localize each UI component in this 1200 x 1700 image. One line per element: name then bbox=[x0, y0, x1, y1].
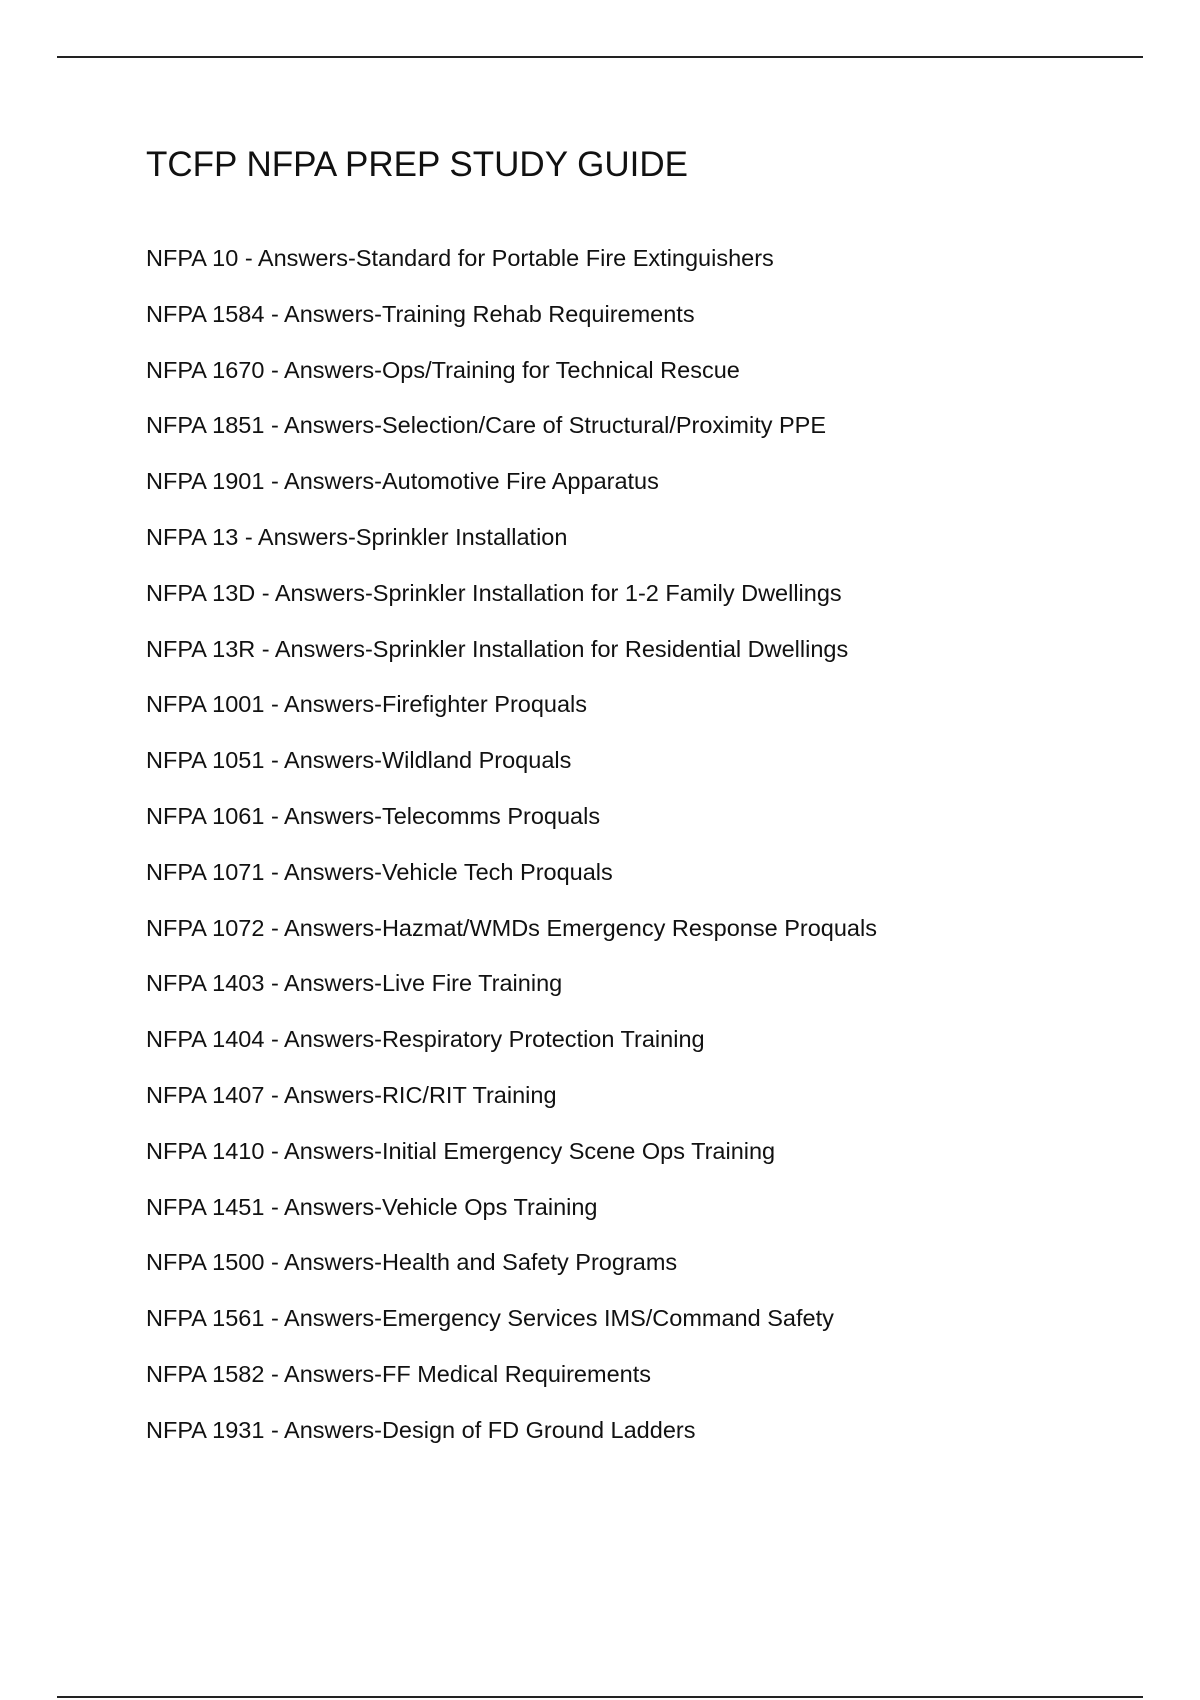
list-item: NFPA 1001 - Answers-Firefighter Proquals bbox=[146, 691, 588, 718]
list-item: NFPA 13 - Answers-Sprinkler Installation bbox=[146, 523, 568, 550]
list-item: NFPA 1582 - Answers-FF Medical Requirements bbox=[146, 1360, 651, 1387]
list-item: NFPA 1931 - Answers-Design of FD Ground Ladders bbox=[146, 1416, 696, 1443]
list-item: NFPA 1061 - Answers-Telecomms Proquals bbox=[146, 802, 601, 829]
list-item: NFPA 1071 - Answers-Vehicle Tech Proquals bbox=[146, 858, 613, 885]
list-item: NFPA 10 - Answers-Standard for Portable Fire Extinguishers bbox=[146, 245, 774, 271]
list-item: NFPA 1404 - Answers-Respiratory Protection Training bbox=[146, 1026, 705, 1053]
list-item: NFPA 1500 - Answers-Health and Safety Programs bbox=[146, 1249, 678, 1276]
answer-list bbox=[146, 243, 877, 1471]
list-item: NFPA 1451 - Answers-Vehicle Ops Training bbox=[146, 1193, 598, 1220]
bottom-divider bbox=[57, 1696, 1143, 1698]
list-item: NFPA 1851 - Answers-Selection/Care of Structural/Proximity PPE bbox=[146, 412, 827, 439]
list-item: NFPA 1407 - Answers-RIC/RIT Training bbox=[146, 1081, 557, 1108]
list-item: NFPA 1670 - Answers-Ops/Training for Technical Rescue bbox=[146, 356, 740, 383]
list-item: NFPA 1584 - Answers-Training Rehab Requirements bbox=[146, 300, 695, 327]
page-title: TCFP NFPA PREP STUDY GUIDE bbox=[146, 145, 688, 184]
list-item: NFPA 1403 - Answers-Live Fire Training bbox=[146, 970, 563, 997]
list-item: NFPA 1561 - Answers-Emergency Services IMS/Command Safety bbox=[146, 1305, 834, 1332]
top-divider bbox=[57, 56, 1143, 58]
list-item: NFPA 1051 - Answers-Wildland Proquals bbox=[146, 747, 572, 774]
list-item: NFPA 13R - Answers-Sprinkler Installation for Residential Dwellings bbox=[146, 635, 849, 662]
list-item: NFPA 13D - Answers-Sprinkler Installation for 1-2 Family Dwellings bbox=[146, 579, 842, 606]
list-item: NFPA 1901 - Answers-Automotive Fire Apparatus bbox=[146, 468, 659, 495]
list-item: NFPA 1072 - Answers-Hazmat/WMDs Emergency Response Proquals bbox=[146, 914, 877, 941]
list-item: NFPA 1410 - Answers-Initial Emergency Scene Ops Training bbox=[146, 1137, 776, 1164]
